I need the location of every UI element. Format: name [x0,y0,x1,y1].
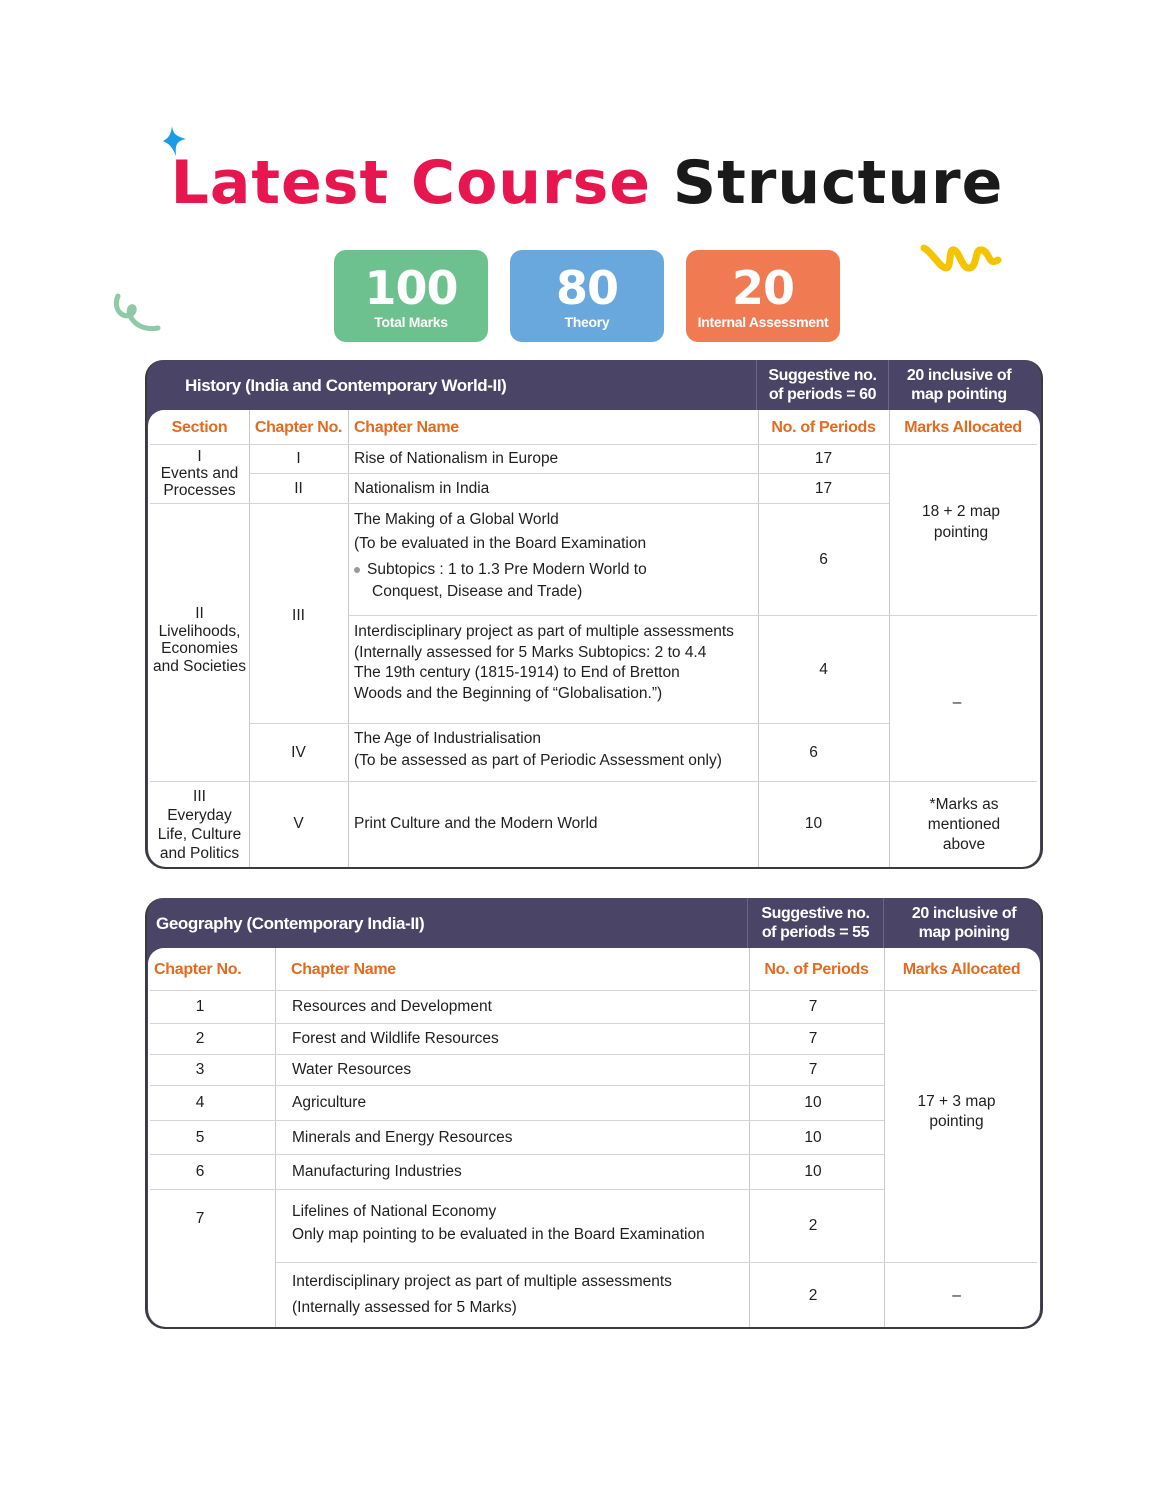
periods: 6 [819,550,828,568]
chapter-name-line: Interdisciplinary project as part of multiple assessments [292,1273,672,1290]
chapter-name: Agriculture [292,1094,367,1111]
chapter-no: I [296,450,301,467]
col-divider [275,948,276,1327]
periods-header-line: Suggestive no. [761,905,870,922]
marks-allocated [889,781,1039,867]
section-name-line: and Societies [152,657,247,675]
chapter-no: 3 [195,1061,205,1078]
periods-header-line: of periods = 60 [768,386,877,403]
marks-line: pointing [929,1113,984,1130]
stat-value: 20 [731,261,794,315]
chapter-name: Minerals and Energy Resources [292,1128,513,1146]
squiggle-yellow-icon [918,240,1004,276]
section-number: II [195,605,204,622]
chapter-no: 4 [195,1094,205,1111]
history-table-body [148,410,1040,867]
chapter-name-line: The 19th century (1815-1914) to End of Bretton [354,664,680,681]
chapter-name-line: (Internally assessed for 5 Marks) [292,1299,517,1316]
subtopics [354,559,754,603]
geography-table-body [148,948,1040,1327]
section-name-line: Livelihoods, [158,622,241,640]
chapter-name [292,1200,749,1246]
col-head-chapter-no: Chapter No. [154,960,242,978]
chapter-name-line: Woods and the Beginning of “Globalisation.”) [354,684,663,702]
periods: 10 [804,814,823,832]
chapter-no: 7 [195,1209,205,1227]
stat-total-marks [334,250,488,342]
marks-line: *Marks as [929,796,999,813]
chapter-name: Resources and Development [292,998,492,1015]
periods: 17 [814,450,833,467]
marks-line: above [942,836,986,853]
chapter-no: V [293,814,304,832]
section-3 [150,781,249,867]
periods: 6 [809,743,818,761]
col-head-marks: Marks Allocated [902,960,1021,978]
title-part-1: Latest Course [170,148,651,218]
periods: 4 [819,660,828,678]
chapter-name-line: (To be assessed as part of Periodic Assessment only) [354,752,722,769]
chapter-name-line: The Making of a Global World [354,511,559,528]
marks-line: 18 + 2 map [922,503,1000,520]
history-periods-header [757,360,888,410]
periods: 2 [808,1217,818,1234]
periods: 10 [804,1163,822,1180]
chapter-name: Manufacturing Industries [292,1163,462,1180]
chapter-name: Print Culture and the Modern World [354,814,598,832]
col-head-section: Section [171,418,228,436]
col-head-marks: Marks Allocated [904,418,1022,436]
chapter-name [354,508,754,603]
chapter-name: Rise of Nationalism in Europe [354,450,559,467]
marks-line: pointing [933,524,989,541]
section-number: III [193,788,206,805]
marks-header-line: 20 inclusive of [906,367,1012,384]
geography-marks-header [884,898,1044,948]
marks-allocated: – [952,1286,961,1304]
row-divider [348,615,1037,616]
stat-theory [510,250,664,342]
periods: 7 [808,1030,818,1047]
chapter-no: III [292,606,305,624]
marks-allocated [889,498,1033,546]
col-head-periods: No. of Periods [771,418,876,436]
chapter-name-line: (Internally assessed for 5 Marks Subtopics: 2 to 4.4 [354,643,707,661]
col-head-chapter-no: Chapter No. [254,418,343,436]
chapter-no: 2 [195,1030,205,1047]
subtopic-line: Conquest, Disease and Trade) [372,583,583,600]
history-table-header [147,360,1041,410]
section-name-line: Everyday [167,807,232,824]
chapter-name [354,622,758,704]
history-marks-header [889,360,1029,410]
chapter-name [354,728,758,772]
periods: 10 [804,1094,822,1111]
periods: 2 [808,1286,818,1304]
chapter-name-line: (To be evaluated in the Board Examination [354,535,647,552]
marks-header-line: map poining [918,924,1010,941]
chapter-name [292,1269,749,1321]
periods: 10 [804,1128,822,1146]
col-head-chapter-name: Chapter Name [291,960,396,978]
history-title: History (India and Contemporary World-II) [185,375,507,395]
chapter-name-line: Only map pointing to be evaluated in the Board Examination [292,1226,705,1243]
stat-value: 100 [364,261,458,315]
geography-table [145,898,1043,1329]
section-name-line: Events and [160,465,239,482]
periods: 7 [808,998,818,1015]
chapter-name-line: Interdisciplinary project as part of multiple assessments [354,623,734,640]
stat-label: Internal Assessment [697,314,829,330]
stat-value: 80 [555,261,618,315]
periods-header-line: of periods = 55 [761,924,870,941]
geography-table-header [147,898,1041,948]
chapter-no: 6 [195,1163,205,1180]
chapter-name-line: Lifelines of National Economy [292,1203,497,1220]
periods: 7 [808,1061,818,1078]
stat-label: Theory [564,314,610,330]
bullet-icon [354,567,360,573]
chapter-name: Water Resources [292,1061,412,1078]
subtopic-line: Subtopics : 1 to 1.3 Pre Modern World to [367,561,647,578]
marks-allocated [884,1089,1029,1135]
section-1 [150,444,249,503]
chapter-no: II [294,479,303,497]
section-name-line: and Politics [159,845,240,862]
chapter-no: 5 [195,1128,205,1146]
stat-internal-assessment [686,250,840,342]
section-name-line: Processes [163,482,236,499]
marks-header-line: 20 inclusive of [911,905,1017,922]
marks-header-line: map pointing [911,386,1007,403]
chapter-name: Nationalism in India [354,479,490,497]
marks-line: 17 + 3 map [917,1093,996,1110]
chapter-no: 1 [195,998,205,1015]
squiggle-green-icon [110,292,166,340]
title-part-2: Structure [672,148,1004,218]
marks-line: mentioned [927,816,1001,833]
stat-label: Total Marks [374,314,448,330]
marks-allocated: – [952,693,962,711]
col-head-chapter-name: Chapter Name [354,418,459,436]
geography-title: Geography (Contemporary India-II) [156,913,425,933]
periods: 17 [814,479,833,497]
periods-header-line: Suggestive no. [768,367,877,384]
geography-periods-header [748,898,883,948]
chapter-name-line: The Age of Industrialisation [354,730,541,747]
col-divider [348,410,349,867]
section-2 [150,600,249,680]
section-name-line: Life, Culture [157,826,242,843]
chapter-name: Forest and Wildlife Resources [292,1030,499,1047]
section-name-line: Economies [161,640,238,657]
chapter-no: IV [291,743,306,761]
history-table [145,360,1043,869]
section-number: I [197,448,202,465]
page-title [0,148,1174,218]
col-head-periods: No. of Periods [764,960,869,978]
